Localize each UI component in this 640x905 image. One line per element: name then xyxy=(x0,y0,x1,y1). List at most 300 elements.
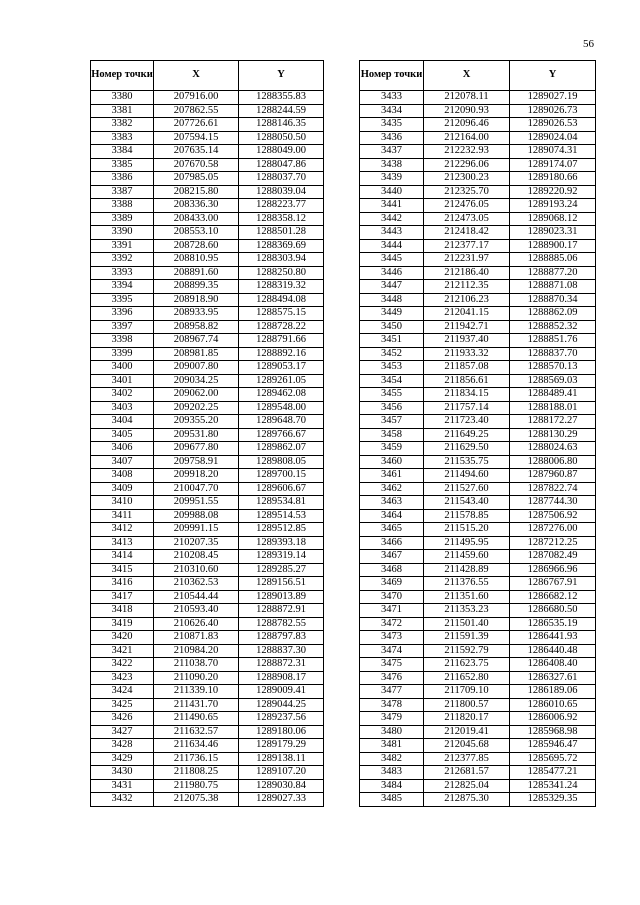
cell-y: 1289808.05 xyxy=(239,455,324,469)
table-row xyxy=(91,523,324,537)
cell-y: 1288569.03 xyxy=(510,374,596,388)
cell-point-number: 3476 xyxy=(360,671,424,685)
cell-x: 211592.79 xyxy=(424,644,510,658)
cell-y: 1288355.83 xyxy=(239,91,324,105)
cell-x: 211933.32 xyxy=(424,347,510,361)
table-row xyxy=(91,253,324,267)
cell-point-number: 3388 xyxy=(91,199,154,213)
cell-x: 210626.40 xyxy=(154,617,239,631)
table-row xyxy=(91,779,324,793)
cell-y: 1289179.29 xyxy=(239,739,324,753)
cell-point-number: 3453 xyxy=(360,361,424,375)
cell-point-number: 3459 xyxy=(360,442,424,456)
cell-x: 211339.10 xyxy=(154,685,239,699)
cell-point-number: 3426 xyxy=(91,712,154,726)
cell-y: 1288006.80 xyxy=(510,455,596,469)
cell-y: 1289462.08 xyxy=(239,388,324,402)
table-row xyxy=(91,617,324,631)
cell-point-number: 3394 xyxy=(91,280,154,294)
cell-point-number: 3390 xyxy=(91,226,154,240)
cell-y: 1288024.63 xyxy=(510,442,596,456)
cell-point-number: 3383 xyxy=(91,131,154,145)
cell-y: 1288892.16 xyxy=(239,347,324,361)
cell-y: 1288358.12 xyxy=(239,212,324,226)
cell-x: 212045.68 xyxy=(424,739,510,753)
cell-point-number: 3456 xyxy=(360,401,424,415)
cell-point-number: 3441 xyxy=(360,199,424,213)
cell-x: 211431.70 xyxy=(154,698,239,712)
cell-y: 1288862.09 xyxy=(510,307,596,321)
cell-x: 208336.30 xyxy=(154,199,239,213)
table-row xyxy=(360,617,596,631)
cell-point-number: 3464 xyxy=(360,509,424,523)
cell-x: 211820.17 xyxy=(424,712,510,726)
table-row xyxy=(360,266,596,280)
cell-y: 1287822.74 xyxy=(510,482,596,496)
cell-x: 212106.23 xyxy=(424,293,510,307)
table-row xyxy=(91,415,324,429)
cell-y: 1287744.30 xyxy=(510,496,596,510)
cell-point-number: 3450 xyxy=(360,320,424,334)
cell-y: 1286327.61 xyxy=(510,671,596,685)
table-row xyxy=(91,388,324,402)
table-row xyxy=(91,766,324,780)
cell-point-number: 3411 xyxy=(91,509,154,523)
cell-point-number: 3475 xyxy=(360,658,424,672)
cell-point-number: 3414 xyxy=(91,550,154,564)
cell-point-number: 3407 xyxy=(91,455,154,469)
cell-x: 212418.42 xyxy=(424,226,510,240)
cell-y: 1285477.21 xyxy=(510,766,596,780)
cell-y: 1289700.15 xyxy=(239,469,324,483)
cell-point-number: 3454 xyxy=(360,374,424,388)
table-row xyxy=(360,604,596,618)
cell-point-number: 3470 xyxy=(360,590,424,604)
table-row xyxy=(91,118,324,132)
cell-x: 211495.95 xyxy=(424,536,510,550)
cell-x: 209531.80 xyxy=(154,428,239,442)
cell-point-number: 3428 xyxy=(91,739,154,753)
cell-point-number: 3423 xyxy=(91,671,154,685)
table-row xyxy=(360,509,596,523)
cell-x: 208728.60 xyxy=(154,239,239,253)
cell-x: 211501.40 xyxy=(424,617,510,631)
cell-y: 1289237.56 xyxy=(239,712,324,726)
cell-x: 212164.00 xyxy=(424,131,510,145)
cell-point-number: 3425 xyxy=(91,698,154,712)
table-row xyxy=(91,536,324,550)
table-row xyxy=(91,442,324,456)
cell-y: 1289766.67 xyxy=(239,428,324,442)
cell-x: 211459.60 xyxy=(424,550,510,564)
cell-x: 207594.15 xyxy=(154,131,239,145)
cell-point-number: 3442 xyxy=(360,212,424,226)
table-row xyxy=(91,455,324,469)
cell-y: 1289319.14 xyxy=(239,550,324,564)
cell-x: 209991.15 xyxy=(154,523,239,537)
cell-point-number: 3418 xyxy=(91,604,154,618)
cell-point-number: 3483 xyxy=(360,766,424,780)
cell-x: 210593.40 xyxy=(154,604,239,618)
cell-y: 1289053.17 xyxy=(239,361,324,375)
cell-y: 1288837.70 xyxy=(510,347,596,361)
cell-y: 1288130.29 xyxy=(510,428,596,442)
cell-x: 211649.25 xyxy=(424,428,510,442)
cell-x: 211937.40 xyxy=(424,334,510,348)
cell-point-number: 3463 xyxy=(360,496,424,510)
table-row xyxy=(360,91,596,105)
cell-x: 212296.06 xyxy=(424,158,510,172)
cell-x: 211038.70 xyxy=(154,658,239,672)
cell-x: 211834.15 xyxy=(424,388,510,402)
cell-x: 212186.40 xyxy=(424,266,510,280)
table-row xyxy=(360,550,596,564)
cell-x: 211808.25 xyxy=(154,766,239,780)
cell-y: 1289648.70 xyxy=(239,415,324,429)
cell-x: 209988.08 xyxy=(154,509,239,523)
table-row xyxy=(360,239,596,253)
table-row xyxy=(360,185,596,199)
cell-y: 1287506.92 xyxy=(510,509,596,523)
header-y: Y xyxy=(510,61,596,91)
cell-point-number: 3460 xyxy=(360,455,424,469)
cell-x: 212231.97 xyxy=(424,253,510,267)
cell-x: 208958.82 xyxy=(154,320,239,334)
cell-y: 1286535.19 xyxy=(510,617,596,631)
cell-y: 1289512.85 xyxy=(239,523,324,537)
cell-x: 212075.38 xyxy=(154,793,239,807)
cell-y: 1286767.91 xyxy=(510,577,596,591)
cell-x: 211856.61 xyxy=(424,374,510,388)
cell-y: 1287212.25 xyxy=(510,536,596,550)
cell-x: 209951.55 xyxy=(154,496,239,510)
cell-y: 1289023.31 xyxy=(510,226,596,240)
table-row xyxy=(360,455,596,469)
cell-point-number: 3472 xyxy=(360,617,424,631)
cell-x: 211578.85 xyxy=(424,509,510,523)
cell-y: 1288303.94 xyxy=(239,253,324,267)
cell-y: 1288244.59 xyxy=(239,104,324,118)
cell-point-number: 3409 xyxy=(91,482,154,496)
table-row xyxy=(91,712,324,726)
cell-y: 1285946.47 xyxy=(510,739,596,753)
cell-y: 1289548.00 xyxy=(239,401,324,415)
cell-x: 211980.75 xyxy=(154,779,239,793)
cell-point-number: 3451 xyxy=(360,334,424,348)
cell-point-number: 3420 xyxy=(91,631,154,645)
table-row xyxy=(360,347,596,361)
header-point-number: Номер точки xyxy=(91,61,154,91)
cell-y: 1289026.73 xyxy=(510,104,596,118)
cell-y: 1285695.72 xyxy=(510,752,596,766)
cell-point-number: 3413 xyxy=(91,536,154,550)
cell-y: 1288489.41 xyxy=(510,388,596,402)
table-row xyxy=(91,482,324,496)
table-row xyxy=(91,199,324,213)
cell-point-number: 3471 xyxy=(360,604,424,618)
table-row xyxy=(91,239,324,253)
cell-y: 1286440.48 xyxy=(510,644,596,658)
cell-x: 211376.55 xyxy=(424,577,510,591)
table-row xyxy=(360,158,596,172)
table-row xyxy=(91,158,324,172)
cell-point-number: 3466 xyxy=(360,536,424,550)
cell-x: 212377.17 xyxy=(424,239,510,253)
cell-point-number: 3380 xyxy=(91,91,154,105)
table-row xyxy=(91,725,324,739)
cell-x: 208553.10 xyxy=(154,226,239,240)
cell-x: 211800.57 xyxy=(424,698,510,712)
cell-point-number: 3427 xyxy=(91,725,154,739)
table-row xyxy=(360,374,596,388)
cell-x: 210208.45 xyxy=(154,550,239,564)
table-row xyxy=(360,482,596,496)
cell-point-number: 3404 xyxy=(91,415,154,429)
cell-x: 212041.15 xyxy=(424,307,510,321)
table-row xyxy=(91,563,324,577)
table-row xyxy=(91,752,324,766)
cell-x: 212232.93 xyxy=(424,145,510,159)
cell-point-number: 3435 xyxy=(360,118,424,132)
cell-point-number: 3434 xyxy=(360,104,424,118)
cell-y: 1287960.87 xyxy=(510,469,596,483)
cell-x: 211535.75 xyxy=(424,455,510,469)
cell-point-number: 3397 xyxy=(91,320,154,334)
cell-y: 1288037.70 xyxy=(239,172,324,186)
cell-point-number: 3465 xyxy=(360,523,424,537)
cell-y: 1288049.00 xyxy=(239,145,324,159)
coordinates-table-right xyxy=(359,60,596,807)
cell-point-number: 3477 xyxy=(360,685,424,699)
table-row xyxy=(360,293,596,307)
table-row xyxy=(91,226,324,240)
cell-x: 212096.46 xyxy=(424,118,510,132)
cell-point-number: 3485 xyxy=(360,793,424,807)
cell-x: 207985.05 xyxy=(154,172,239,186)
cell-y: 1288223.77 xyxy=(239,199,324,213)
cell-x: 211591.39 xyxy=(424,631,510,645)
table-row xyxy=(91,374,324,388)
table-row xyxy=(360,671,596,685)
cell-point-number: 3419 xyxy=(91,617,154,631)
cell-y: 1289180.06 xyxy=(239,725,324,739)
cell-x: 209202.25 xyxy=(154,401,239,415)
cell-y: 1288877.20 xyxy=(510,266,596,280)
table-row xyxy=(360,793,596,807)
table-row xyxy=(91,212,324,226)
cell-point-number: 3399 xyxy=(91,347,154,361)
cell-y: 1289009.41 xyxy=(239,685,324,699)
cell-point-number: 3389 xyxy=(91,212,154,226)
cell-x: 211942.71 xyxy=(424,320,510,334)
cell-x: 207726.61 xyxy=(154,118,239,132)
cell-y: 1288575.15 xyxy=(239,307,324,321)
cell-y: 1286441.93 xyxy=(510,631,596,645)
cell-y: 1289261.05 xyxy=(239,374,324,388)
cell-point-number: 3431 xyxy=(91,779,154,793)
cell-y: 1289013.89 xyxy=(239,590,324,604)
cell-x: 211090.20 xyxy=(154,671,239,685)
cell-x: 209758.91 xyxy=(154,455,239,469)
table-row xyxy=(360,631,596,645)
cell-x: 211634.46 xyxy=(154,739,239,753)
cell-point-number: 3479 xyxy=(360,712,424,726)
table-row xyxy=(91,550,324,564)
cell-y: 1289180.66 xyxy=(510,172,596,186)
cell-x: 208215.80 xyxy=(154,185,239,199)
cell-y: 1288870.34 xyxy=(510,293,596,307)
cell-y: 1289220.92 xyxy=(510,185,596,199)
table-row xyxy=(360,577,596,591)
cell-point-number: 3408 xyxy=(91,469,154,483)
cell-point-number: 3443 xyxy=(360,226,424,240)
cell-point-number: 3468 xyxy=(360,563,424,577)
cell-y: 1289027.19 xyxy=(510,91,596,105)
table-row xyxy=(91,631,324,645)
cell-x: 209918.20 xyxy=(154,469,239,483)
cell-y: 1286682.12 xyxy=(510,590,596,604)
cell-point-number: 3391 xyxy=(91,239,154,253)
table-row xyxy=(360,536,596,550)
table-row xyxy=(360,644,596,658)
cell-x: 210544.44 xyxy=(154,590,239,604)
cell-point-number: 3402 xyxy=(91,388,154,402)
table-row xyxy=(360,388,596,402)
cell-point-number: 3415 xyxy=(91,563,154,577)
cell-y: 1288885.06 xyxy=(510,253,596,267)
table-row xyxy=(360,118,596,132)
table-row xyxy=(91,307,324,321)
cell-point-number: 3480 xyxy=(360,725,424,739)
table-row xyxy=(360,415,596,429)
cell-x: 212090.93 xyxy=(424,104,510,118)
cell-y: 1288501.28 xyxy=(239,226,324,240)
coordinates-table-left xyxy=(90,60,324,807)
cell-y: 1288851.76 xyxy=(510,334,596,348)
cell-y: 1288872.31 xyxy=(239,658,324,672)
cell-point-number: 3447 xyxy=(360,280,424,294)
cell-point-number: 3412 xyxy=(91,523,154,537)
cell-y: 1289026.53 xyxy=(510,118,596,132)
table-row xyxy=(360,226,596,240)
cell-point-number: 3417 xyxy=(91,590,154,604)
header-y: Y xyxy=(239,61,324,91)
table-row xyxy=(91,401,324,415)
cell-point-number: 3393 xyxy=(91,266,154,280)
cell-x: 211490.65 xyxy=(154,712,239,726)
cell-point-number: 3439 xyxy=(360,172,424,186)
table-row xyxy=(91,658,324,672)
cell-x: 210984.20 xyxy=(154,644,239,658)
cell-x: 212078.11 xyxy=(424,91,510,105)
cell-x: 211723.40 xyxy=(424,415,510,429)
table-row xyxy=(91,793,324,807)
cell-y: 1285329.35 xyxy=(510,793,596,807)
cell-point-number: 3437 xyxy=(360,145,424,159)
cell-point-number: 3478 xyxy=(360,698,424,712)
cell-y: 1288494.08 xyxy=(239,293,324,307)
cell-x: 209355.20 xyxy=(154,415,239,429)
cell-y: 1288791.66 xyxy=(239,334,324,348)
cell-point-number: 3436 xyxy=(360,131,424,145)
cell-x: 211709.10 xyxy=(424,685,510,699)
table-row xyxy=(91,577,324,591)
table-row xyxy=(91,509,324,523)
cell-y: 1287276.00 xyxy=(510,523,596,537)
table-row xyxy=(360,361,596,375)
cell-x: 211736.15 xyxy=(154,752,239,766)
table-row xyxy=(360,779,596,793)
cell-x: 208433.00 xyxy=(154,212,239,226)
cell-point-number: 3482 xyxy=(360,752,424,766)
cell-x: 209034.25 xyxy=(154,374,239,388)
cell-y: 1286408.40 xyxy=(510,658,596,672)
table-row xyxy=(360,739,596,753)
cell-point-number: 3474 xyxy=(360,644,424,658)
table-row xyxy=(360,496,596,510)
cell-y: 1289193.24 xyxy=(510,199,596,213)
cell-point-number: 3458 xyxy=(360,428,424,442)
cell-point-number: 3430 xyxy=(91,766,154,780)
cell-y: 1288782.55 xyxy=(239,617,324,631)
cell-point-number: 3406 xyxy=(91,442,154,456)
cell-point-number: 3473 xyxy=(360,631,424,645)
table-row xyxy=(360,523,596,537)
table-row xyxy=(360,145,596,159)
table-row xyxy=(360,698,596,712)
table-row xyxy=(360,658,596,672)
cell-point-number: 3444 xyxy=(360,239,424,253)
cell-point-number: 3481 xyxy=(360,739,424,753)
cell-point-number: 3401 xyxy=(91,374,154,388)
table-row xyxy=(360,428,596,442)
table-row xyxy=(360,401,596,415)
cell-x: 207635.14 xyxy=(154,145,239,159)
cell-y: 1286010.65 xyxy=(510,698,596,712)
cell-x: 210871.83 xyxy=(154,631,239,645)
cell-y: 1288871.08 xyxy=(510,280,596,294)
cell-point-number: 3429 xyxy=(91,752,154,766)
table-row xyxy=(91,698,324,712)
cell-y: 1285968.98 xyxy=(510,725,596,739)
cell-x: 209062.00 xyxy=(154,388,239,402)
cell-x: 212019.41 xyxy=(424,725,510,739)
table-row xyxy=(91,685,324,699)
cell-point-number: 3484 xyxy=(360,779,424,793)
cell-y: 1289393.18 xyxy=(239,536,324,550)
cell-x: 210310.60 xyxy=(154,563,239,577)
table-row xyxy=(91,185,324,199)
cell-y: 1289285.27 xyxy=(239,563,324,577)
cell-y: 1288319.32 xyxy=(239,280,324,294)
table-row xyxy=(91,496,324,510)
cell-x: 211757.14 xyxy=(424,401,510,415)
cell-x: 212825.04 xyxy=(424,779,510,793)
cell-point-number: 3433 xyxy=(360,91,424,105)
cell-x: 211543.40 xyxy=(424,496,510,510)
cell-y: 1285341.24 xyxy=(510,779,596,793)
cell-x: 212681.57 xyxy=(424,766,510,780)
table-row xyxy=(360,307,596,321)
cell-x: 211623.75 xyxy=(424,658,510,672)
cell-x: 211351.60 xyxy=(424,590,510,604)
cell-point-number: 3446 xyxy=(360,266,424,280)
table-row xyxy=(91,172,324,186)
cell-point-number: 3405 xyxy=(91,428,154,442)
cell-y: 1289074.31 xyxy=(510,145,596,159)
cell-y: 1289514.53 xyxy=(239,509,324,523)
cell-point-number: 3385 xyxy=(91,158,154,172)
